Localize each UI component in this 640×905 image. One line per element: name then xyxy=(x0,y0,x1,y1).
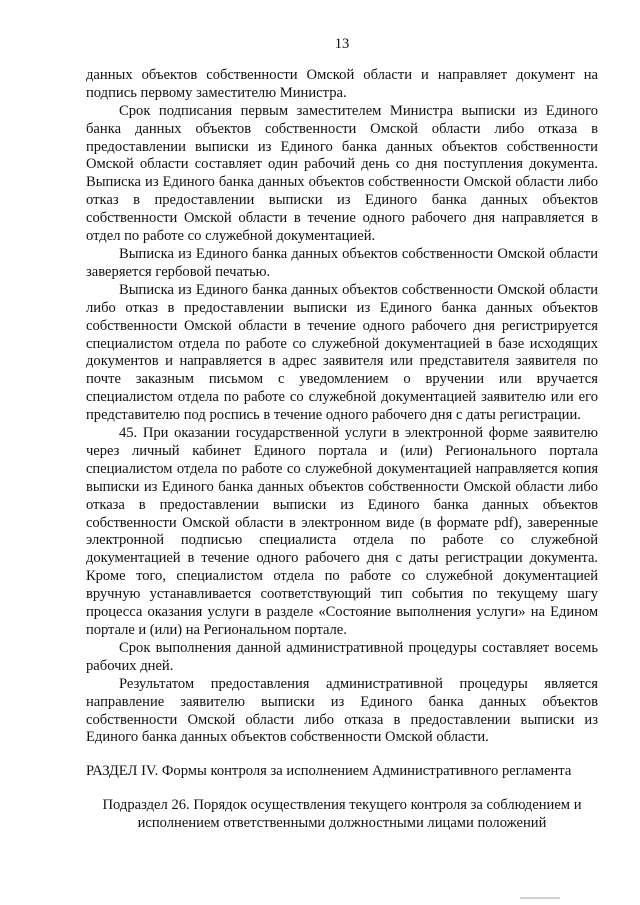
document-page xyxy=(86,36,598,833)
section-heading: РАЗДЕЛ IV. Формы контроля за исполнением Административного регламента xyxy=(86,763,572,780)
subsection-heading: Подраздел 26. Порядок осуществления текущего контроля за соблюдением и исполнением ответственными должностными лицами положений xyxy=(102,797,582,832)
paragraph-registration: Выписка из Единого банка данных объектов собственности Омской области либо отказ в предоставлении выписки из Единого банка данных объектов собственности Омской области в течение одного рабочего дня регистрируется специалистом отдела по работе со служебной документацией в базе исходящих документов и направляется в адрес заявителя или представителя заявителя по почте заказным письмом с уведомлением о вручении или вручается специалистом отдела по работе со служебной документацией заявителю или его представителю под роспись в течение одного рабочего дня с даты регистрации. xyxy=(86,281,598,424)
paragraph-signing-deadline: Срок подписания первым заместителем Министра выписки из Единого банка данных объектов собственности Омской области либо отказа в предоставлении выписки из Единого банка данных объектов собственности Омской области составляет один рабочий день со дня поступления документа. Выписка из Единого банка данных объектов собственности Омской области либо отказ в предоставлении выписки из Единого банка данных объектов собственности Омской области в течение одного рабочего дня направляется в отдел по работе со служебной документацией. xyxy=(86,102,598,245)
paragraph-result: Результатом предоставления административной процедуры является направление заявителю выписки из Единого банка данных объектов собственности Омской области либо отказа в предоставлении выписки из Единого банка данных объектов собственности Омской области. xyxy=(86,675,598,746)
paragraph-seal: Выписка из Единого банка данных объектов собственности Омской области заверяется гербовой печатью. xyxy=(86,245,598,280)
scan-mark xyxy=(520,897,560,899)
paragraph-procedure-term: Срок выполнения данной административной процедуры составляет восемь рабочих дней. xyxy=(86,639,598,674)
page-number: 13 xyxy=(334,36,350,52)
paragraph-continuation: данных объектов собственности Омской области и направляет документ на подпись первому заместителю Министра. xyxy=(86,66,598,101)
paragraph-item-45: 45. При оказании государственной услуги в электронной форме заявителю через личный кабинет Единого портала и (или) Регионального портала специалистом отдела по работе со служебной документацией направляется копия выписки из Единого банка данных объектов собственности Омской области либо отказа в предоставлении выписки из Единого банка данных объектов собственности Омской области в электронном виде (в формате pdf), заверенные электронной подписью специалиста отдела по работе со служебной документацией в течение одного рабочего дня с даты регистрации документа. Кроме того, специалистом отдела по работе со служебной документацией вручную устанавливается соответствующий тип события по текущему шагу процесса оказания услуги в разделе «Состояние выполнения услуги» на Едином портале и (или) на Региональном портале. xyxy=(86,425,598,638)
